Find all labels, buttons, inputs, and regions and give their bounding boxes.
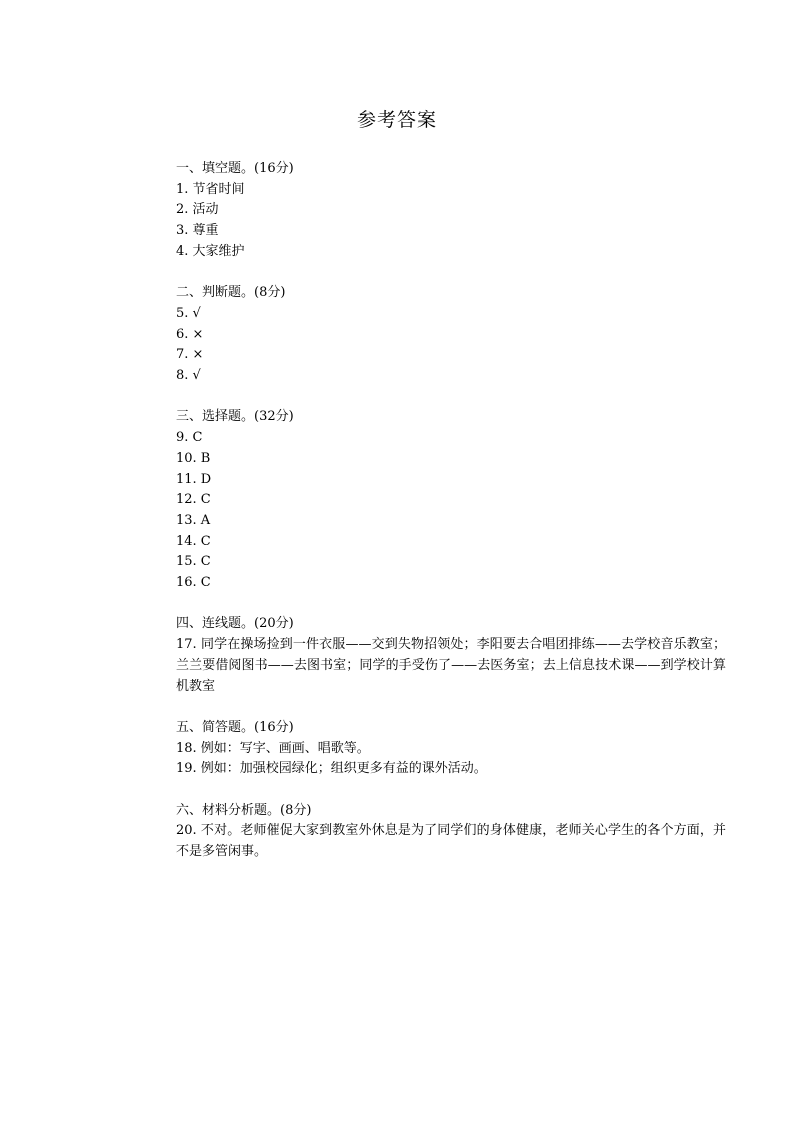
- answer-item: 8. √: [176, 368, 201, 384]
- section-matching: [176, 614, 726, 697]
- answer-item: 19. 例如：加强校园绿化；组织更多有益的课外活动。: [176, 761, 487, 777]
- answer-item: 2. 活动: [176, 202, 219, 218]
- section-fill-in: [176, 159, 726, 263]
- answer-item: 3. 尊重: [176, 223, 219, 239]
- answer-item: 18. 例如：写字、画画、唱歌等。: [176, 740, 370, 756]
- answer-item: 12. C: [176, 492, 211, 508]
- section-heading: 二、判断题。(8分): [176, 285, 286, 301]
- page-title: 参考答案: [356, 109, 437, 131]
- section-heading: 六、材料分析题。(8分): [176, 802, 312, 818]
- section-heading: 四、连线题。(20分): [176, 616, 294, 632]
- answer-item: 4. 大家维护: [176, 243, 245, 259]
- section-heading: 五、简答题。(16分): [176, 719, 294, 735]
- answer-item: 13. A: [176, 512, 211, 528]
- answer-item: 11. D: [176, 471, 212, 487]
- answer-item: 16. C: [176, 575, 211, 591]
- answer-item: 14. C: [176, 533, 211, 549]
- answer-item: 17. 同学在操场捡到一件衣服——交到失物招领处；李阳要去合唱团排练——去学校音乐教室；兰兰要借阅图书——去图书室；同学的手受伤了——去医务室；去上信息技术课——到学校计算机教室: [176, 637, 726, 694]
- section-material-analysis: [176, 801, 726, 863]
- answer-item: 1. 节省时间: [176, 181, 245, 197]
- section-true-false: [176, 283, 726, 387]
- answer-item: 6. ×: [176, 326, 204, 342]
- section-short-answer: [176, 718, 726, 780]
- answer-item: 9. C: [176, 430, 203, 446]
- answer-item: 7. ×: [176, 347, 204, 363]
- section-heading: 三、选择题。(32分): [176, 409, 294, 425]
- section-multiple-choice: [176, 407, 726, 593]
- answer-item: 20. 不对。老师催促大家到教室外休息是为了同学们的身体健康，老师关心学生的各个方面，并不是多管闲事。: [176, 823, 726, 860]
- answer-content: [176, 159, 726, 884]
- section-heading: 一、填空题。(16分): [176, 161, 294, 176]
- answer-item: 15. C: [176, 554, 211, 570]
- answer-item: 5. √: [176, 305, 201, 321]
- answer-item: 10. B: [176, 450, 211, 466]
